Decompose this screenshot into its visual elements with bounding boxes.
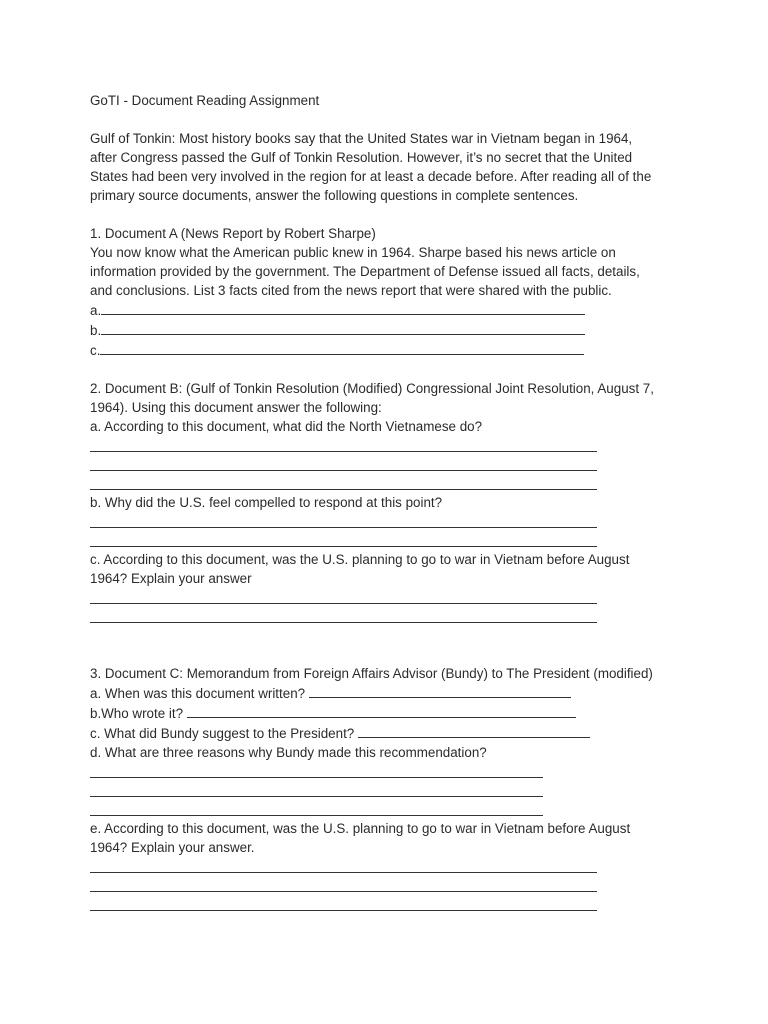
question-3c: c. What did Bundy suggest to the President? [90,726,355,741]
question-3e: 1964? Explain your answer. [90,840,255,855]
question-3b-row [90,703,690,723]
question-3c-row [90,723,690,743]
question-3e: e. According to this document, was the U.S. planning to go to war in Vietnam before August [90,821,631,836]
question-2c: c. According to this document, was the U.S. planning to go to war in Vietnam before August [90,552,630,567]
question-3 [90,664,690,914]
answer-line[interactable] [90,895,690,914]
answer-line[interactable] [90,455,690,474]
answer-line[interactable] [90,857,690,876]
intro-paragraph [90,129,690,205]
question-1-text: information provided by the government. The Department of Defense issued all facts, details, [90,264,640,279]
question-2-heading: 2. Document B: (Gulf of Tonkin Resolution (Modified) Congressional Joint Resolution, August 7, [90,381,654,396]
answer-line[interactable] [90,762,690,781]
question-2-heading: 1964). Using this document answer the following: [90,400,382,415]
answer-line[interactable] [90,436,690,455]
answer-blank[interactable] [101,320,585,335]
question-2b: b. Why did the U.S. feel compelled to respond at this point? [90,495,443,510]
answer-line[interactable] [90,607,690,626]
answer-line[interactable] [90,588,690,607]
answer-label: a. [90,303,102,318]
question-2c: 1964? Explain your answer [90,571,252,586]
answer-blank[interactable] [100,340,584,355]
worksheet [90,91,690,914]
question-3a-row [90,683,690,703]
answer-row-b[interactable] [90,320,690,340]
intro-line: States had been very involved in the region for at least a decade before. After reading all of the [90,169,652,184]
intro-line: Gulf of Tonkin: Most history books say that the United States war in Vietnam began in 1964, [90,131,633,146]
question-3b: b.Who wrote it? [90,706,184,721]
answer-label: b. [90,323,102,338]
answer-row-c[interactable] [90,340,690,360]
answer-label: c. [90,343,101,358]
intro-line: after Congress passed the Gulf of Tonkin Resolution. However, it’s no secret that the United [90,150,633,165]
question-3-heading: 3. Document C: Memorandum from Foreign Affairs Advisor (Bundy) to The President (modified) [90,666,653,681]
question-1-text: and conclusions. List 3 facts cited from the news report that were shared with the public. [90,283,612,298]
answer-line[interactable] [90,474,690,493]
answer-row-a[interactable] [90,300,690,320]
answer-line[interactable] [90,781,690,800]
question-2a: a. According to this document, what did the North Vietnamese do? [90,419,483,434]
intro-line: primary source documents, answer the following questions in complete sentences. [90,188,579,203]
answer-line[interactable] [90,800,690,819]
answer-blank[interactable] [101,300,585,315]
answer-blank[interactable] [187,703,576,718]
question-1-text: You now know what the American public knew in 1964. Sharpe based his news article on [90,245,616,260]
question-3d: d. What are three reasons why Bundy made this recommendation? [90,745,487,760]
question-1 [90,224,690,360]
page-title: GoTI - Document Reading Assignment [90,93,320,108]
question-2 [90,379,690,626]
answer-blank[interactable] [358,723,590,738]
answer-line[interactable] [90,876,690,895]
answer-blank[interactable] [309,683,571,698]
question-3a: a. When was this document written? [90,686,306,701]
question-1-heading: 1. Document A (News Report by Robert Sharpe) [90,226,376,241]
answer-line[interactable] [90,531,690,550]
answer-line[interactable] [90,512,690,531]
